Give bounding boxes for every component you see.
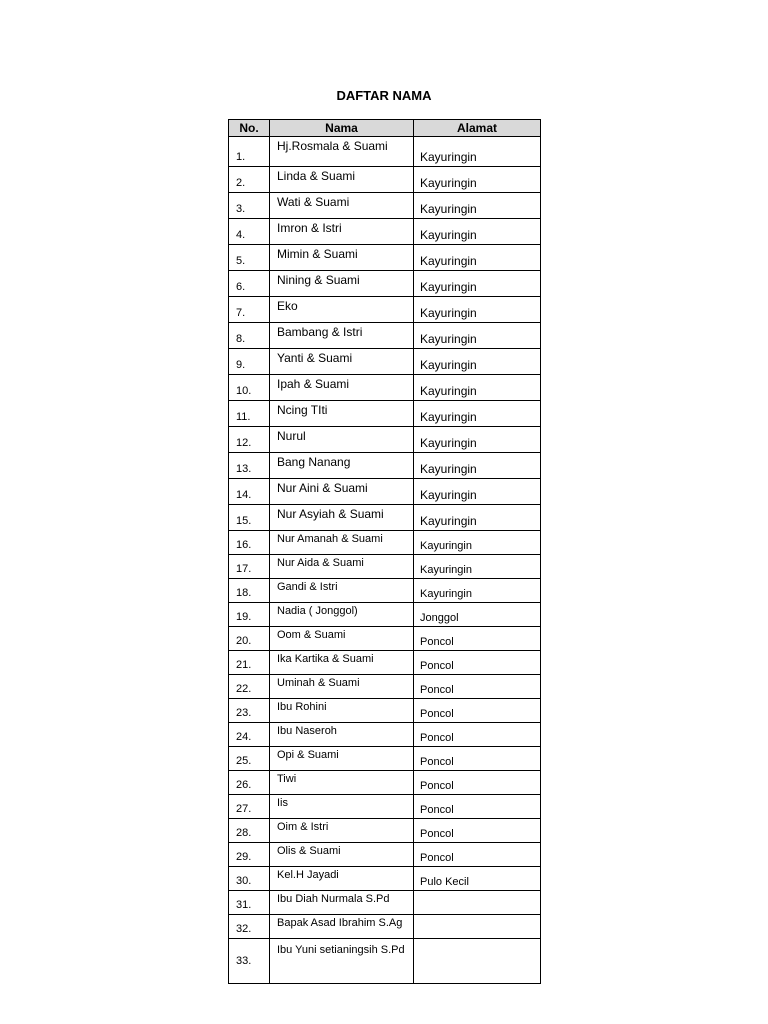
header-nama: Nama xyxy=(270,120,414,137)
row-number: 4. xyxy=(229,219,270,245)
table-row xyxy=(229,891,541,915)
table-row xyxy=(229,167,541,193)
header-alamat: Alamat xyxy=(414,120,541,137)
table-row xyxy=(229,819,541,843)
name-list-table xyxy=(228,119,541,984)
row-number: 12. xyxy=(229,427,270,453)
row-name: Eko xyxy=(270,297,414,323)
row-number: 1. xyxy=(229,137,270,167)
row-address: Kayuringin xyxy=(414,505,541,531)
table-row xyxy=(229,675,541,699)
row-name: Ika Kartika & Suami xyxy=(270,651,414,675)
row-name: Nurul xyxy=(270,427,414,453)
table-row xyxy=(229,603,541,627)
row-number: 14. xyxy=(229,479,270,505)
table-row xyxy=(229,699,541,723)
row-number: 18. xyxy=(229,579,270,603)
row-address: Poncol xyxy=(414,843,541,867)
row-name: Bapak Asad Ibrahim S.Ag xyxy=(270,915,414,939)
row-name: Wati & Suami xyxy=(270,193,414,219)
row-number: 11. xyxy=(229,401,270,427)
row-address: Poncol xyxy=(414,651,541,675)
row-name: Nadia ( Jonggol) xyxy=(270,603,414,627)
table-row xyxy=(229,193,541,219)
table-row xyxy=(229,505,541,531)
table-row xyxy=(229,771,541,795)
row-address: Kayuringin xyxy=(414,531,541,555)
row-name: Ibu Yuni setianingsih S.Pd xyxy=(270,939,414,984)
row-name: Gandi & Istri xyxy=(270,579,414,603)
table-row xyxy=(229,297,541,323)
row-address: Kayuringin xyxy=(414,453,541,479)
row-address: Jonggol xyxy=(414,603,541,627)
row-address xyxy=(414,915,541,939)
row-name: Nur Aini & Suami xyxy=(270,479,414,505)
row-address: Kayuringin xyxy=(414,323,541,349)
row-name: Iis xyxy=(270,795,414,819)
row-number: 2. xyxy=(229,167,270,193)
row-address xyxy=(414,939,541,984)
row-number: 6. xyxy=(229,271,270,297)
table-row xyxy=(229,349,541,375)
row-number: 24. xyxy=(229,723,270,747)
row-name: Olis & Suami xyxy=(270,843,414,867)
row-address: Kayuringin xyxy=(414,167,541,193)
row-address: Kayuringin xyxy=(414,137,541,167)
row-address: Kayuringin xyxy=(414,375,541,401)
table-row xyxy=(229,651,541,675)
row-name: Opi & Suami xyxy=(270,747,414,771)
table-row xyxy=(229,323,541,349)
row-name: Bambang & Istri xyxy=(270,323,414,349)
table-row xyxy=(229,795,541,819)
row-name: Nur Aida & Suami xyxy=(270,555,414,579)
table-row xyxy=(229,219,541,245)
row-name: Linda & Suami xyxy=(270,167,414,193)
table-row xyxy=(229,939,541,984)
row-name: Ncing TIti xyxy=(270,401,414,427)
table-row xyxy=(229,479,541,505)
row-number: 27. xyxy=(229,795,270,819)
row-name: Yanti & Suami xyxy=(270,349,414,375)
row-address: Poncol xyxy=(414,771,541,795)
row-number: 28. xyxy=(229,819,270,843)
table-row xyxy=(229,427,541,453)
row-name: Kel.H Jayadi xyxy=(270,867,414,891)
table-row xyxy=(229,843,541,867)
row-address: Kayuringin xyxy=(414,555,541,579)
table-row xyxy=(229,747,541,771)
row-number: 33. xyxy=(229,939,270,984)
row-number: 15. xyxy=(229,505,270,531)
row-address: Poncol xyxy=(414,627,541,651)
row-address xyxy=(414,891,541,915)
table-row xyxy=(229,453,541,479)
row-number: 13. xyxy=(229,453,270,479)
table-row xyxy=(229,531,541,555)
header-no: No. xyxy=(229,120,270,137)
row-address: Kayuringin xyxy=(414,219,541,245)
row-number: 20. xyxy=(229,627,270,651)
table-row xyxy=(229,401,541,427)
row-number: 3. xyxy=(229,193,270,219)
row-address: Kayuringin xyxy=(414,193,541,219)
row-number: 10. xyxy=(229,375,270,401)
row-name: Uminah & Suami xyxy=(270,675,414,699)
row-address: Kayuringin xyxy=(414,297,541,323)
row-number: 31. xyxy=(229,891,270,915)
row-number: 16. xyxy=(229,531,270,555)
row-name: Nur Amanah & Suami xyxy=(270,531,414,555)
row-number: 17. xyxy=(229,555,270,579)
row-number: 19. xyxy=(229,603,270,627)
row-address: Poncol xyxy=(414,795,541,819)
table-row xyxy=(229,271,541,297)
row-number: 25. xyxy=(229,747,270,771)
row-address: Poncol xyxy=(414,747,541,771)
row-name: Mimin & Suami xyxy=(270,245,414,271)
row-address: Kayuringin xyxy=(414,579,541,603)
table-row xyxy=(229,579,541,603)
row-address: Kayuringin xyxy=(414,401,541,427)
row-name: Bang Nanang xyxy=(270,453,414,479)
row-address: Kayuringin xyxy=(414,245,541,271)
row-address: Poncol xyxy=(414,723,541,747)
table-row xyxy=(229,555,541,579)
table-row xyxy=(229,137,541,167)
row-address: Poncol xyxy=(414,819,541,843)
table-row xyxy=(229,867,541,891)
table-header-row xyxy=(229,120,541,137)
table-row xyxy=(229,375,541,401)
row-number: 21. xyxy=(229,651,270,675)
table-row xyxy=(229,627,541,651)
row-name: Nining & Suami xyxy=(270,271,414,297)
row-number: 9. xyxy=(229,349,270,375)
row-address: Kayuringin xyxy=(414,479,541,505)
row-number: 8. xyxy=(229,323,270,349)
row-name: Ibu Naseroh xyxy=(270,723,414,747)
row-address: Kayuringin xyxy=(414,271,541,297)
page-title: DAFTAR NAMA xyxy=(336,88,432,103)
table-row xyxy=(229,915,541,939)
row-name: Hj.Rosmala & Suami xyxy=(270,137,414,167)
row-number: 7. xyxy=(229,297,270,323)
row-name: Ibu Rohini xyxy=(270,699,414,723)
row-number: 29. xyxy=(229,843,270,867)
row-number: 22. xyxy=(229,675,270,699)
row-number: 5. xyxy=(229,245,270,271)
row-name: Imron & Istri xyxy=(270,219,414,245)
row-name: Ipah & Suami xyxy=(270,375,414,401)
row-address: Kayuringin xyxy=(414,349,541,375)
row-name: Nur Asyiah & Suami xyxy=(270,505,414,531)
row-name: Oom & Suami xyxy=(270,627,414,651)
row-address: Kayuringin xyxy=(414,427,541,453)
row-name: Oim & Istri xyxy=(270,819,414,843)
row-number: 30. xyxy=(229,867,270,891)
row-address: Poncol xyxy=(414,699,541,723)
row-number: 23. xyxy=(229,699,270,723)
table-row xyxy=(229,245,541,271)
row-number: 26. xyxy=(229,771,270,795)
row-name: Ibu Diah Nurmala S.Pd xyxy=(270,891,414,915)
row-address: Pulo Kecil xyxy=(414,867,541,891)
row-address: Poncol xyxy=(414,675,541,699)
row-name: Tiwi xyxy=(270,771,414,795)
row-number: 32. xyxy=(229,915,270,939)
table-row xyxy=(229,723,541,747)
